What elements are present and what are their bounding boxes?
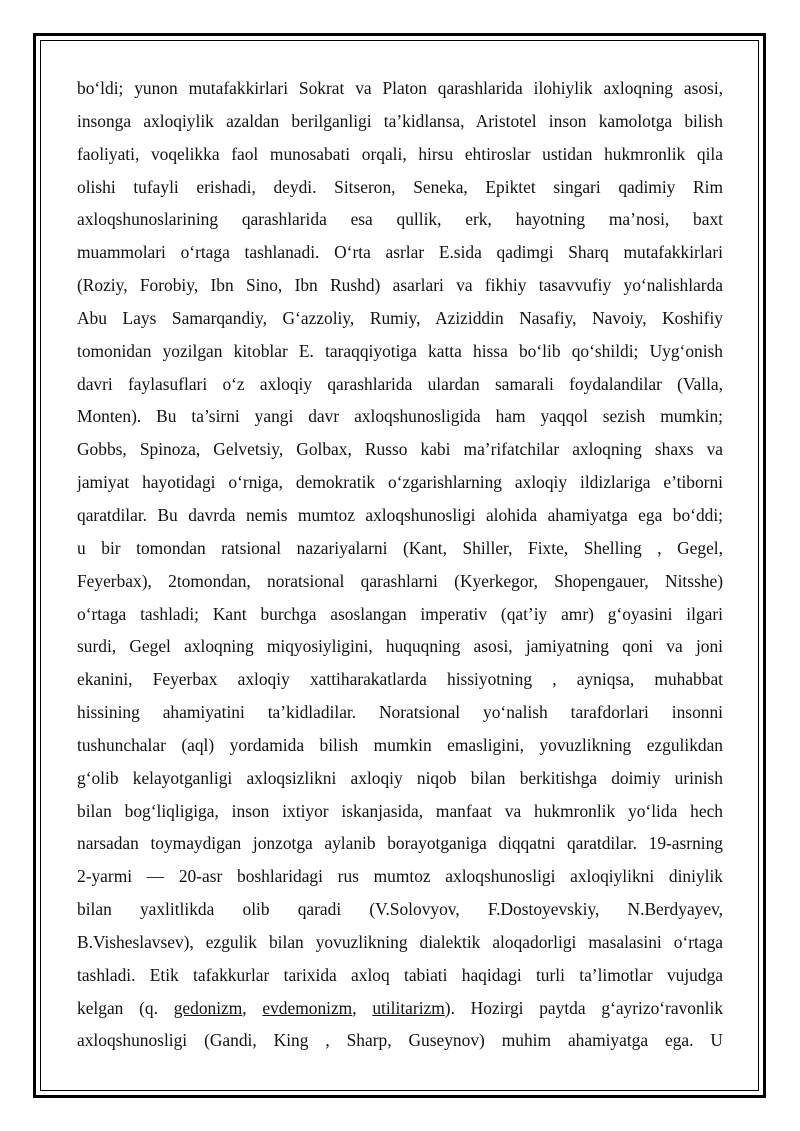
text-line: muammolari o‘rtaga tashlanadi. O‘rta asrlar E.sida qadimgi Sharq mutafakkirlari (77, 242, 723, 263)
link-utilitarizm[interactable]: utilitarizm (372, 997, 445, 1018)
text-line: narsadan toymaydigan jonzotga aylanib borayotganiga diqqatni qaratdilar. 19-asrning (77, 833, 723, 854)
text-line: 2-yarmi — 20-asr boshlaridagi rus mumtoz axloqshunosligi axloqiylikni diniylik (77, 866, 723, 887)
text-line: surdi, Gegel axloqning miqyosiyligini, huquqning asosi, jamiyatning qoni va joni (77, 636, 723, 657)
text-line: insonga axloqiylik azaldan berilganligi ta’kidlansa, Aristotel inson kamolotga bilish (77, 110, 723, 131)
text-line: bilan bog‘liqligiga, inson ixtiyor iskanjasida, manfaat va hukmronlik yo‘lida hech (77, 800, 723, 821)
text-line: tushunchalar (aql) yordamida bilish mumkin emasligini, yovuzlikning ezgulikdan (77, 734, 723, 755)
text-segment: , (242, 997, 263, 1018)
text-line: Monten). Bu ta’sirni yangi davr axloqshunosligida ham yaqqol sezish mumkin; (77, 406, 723, 427)
text-line: qaratdilar. Bu davrda nemis mumtoz axloqshunosligi alohida ahamiyatga ega bo‘ddi; (77, 504, 723, 525)
link-gedonizm[interactable]: gedonizm (173, 997, 243, 1018)
link-evdemonizm[interactable]: evdemonizm (262, 997, 353, 1018)
text-line: tashladi. Etik tafakkurlar tarixida axloq tabiati haqidagi turli ta’limotlar vujudga (77, 964, 723, 985)
text-line: axloqshunoslarining qarashlarida esa qullik, erk, hayotning ma’nosi, baxt (77, 209, 723, 230)
text-line: tomonidan yozilgan kitoblar E. taraqqiyotiga katta hissa bo‘lib qo‘shildi; Uyg‘onish (77, 340, 723, 361)
text-line: Gobbs, Spinoza, Gelvetsiy, Golbax, Russo kabi ma’rifatchilar axloqning shaxs va (77, 439, 723, 460)
text-segment: , (352, 997, 373, 1018)
text-line: hissining ahamiyatini ta’kidladilar. Noratsional yo‘nalish tarafdorlari insonni (77, 702, 723, 723)
text-line: bo‘ldi; yunon mutafakkirlari Sokrat va Platon qarashlarida ilohiylik axloqning asosi, (77, 78, 723, 98)
text-line: Feyerbax), 2tomondan, noratsional qarashlarni (Kyerkegor, Shopengauer, Nitsshe) (77, 570, 723, 591)
text-line: g‘olib kelayotganligi axloqsizlikni axloqiy niqob bilan berkitishga doimiy urinish (77, 767, 723, 788)
text-line: Abu Lays Samarqandiy, G‘azzoliy, Rumiy, Aziziddin Nasafiy, Navoiy, Koshifiy (77, 307, 723, 328)
text-line: olishi tufayli erishadi, deydi. Sitseron, Seneka, Epiktet singari qadimiy Rim (77, 176, 723, 197)
text-line-with-links (77, 992, 723, 1025)
text-line: (Roziy, Forobiy, Ibn Sino, Ibn Rushd) asarlari va fikhiy tasavvufiy yo‘nalishlarda (77, 275, 723, 296)
text-line: o‘rtaga tashladi; Kant burchga asoslangan imperativ (qat’iy amr) g‘oyasini ilgari (77, 603, 723, 624)
text-segment: ). Hozirgi paytda g‘ayrizo‘ravonlik (444, 997, 723, 1018)
text-line: u bir tomondan ratsional nazariyalarni (Kant, Shiller, Fixte, Shelling , Gegel, (77, 537, 723, 558)
text-line: davri faylasuflari o‘z axloqiy qarashlarida ulardan samarali foydalandilar (Valla, (77, 373, 723, 394)
text-line: jamiyat hayotidagi o‘rniga, demokratik o‘zgarishlarning axloqiy ildizlariga e’tiborni (77, 472, 723, 493)
text-line: faoliyati, voqelikka faol munosabati orqali, hirsu ehtiroslar ustidan hukmronlik qila (77, 143, 723, 164)
text-line: bilan yaxlitlikda olib qaradi (V.Solovyov, F.Dostoyevskiy, N.Berdyayev, (77, 899, 723, 920)
text-line: ekanini, Feyerbax axloqiy xattiharakatlarda hissiyotning , ayniqsa, muhabbat (77, 669, 723, 690)
document-body (77, 72, 723, 1057)
text-line: B.Visheslavsev), ezgulik bilan yovuzlikning dialektik aloqadorligi masalasini o‘rtaga (77, 931, 723, 952)
text-line: axloqshunosligi (Gandi, King , Sharp, Guseynov) muhim ahamiyatga ega. U (77, 1030, 723, 1051)
text-segment: kelgan (q. (77, 997, 174, 1018)
